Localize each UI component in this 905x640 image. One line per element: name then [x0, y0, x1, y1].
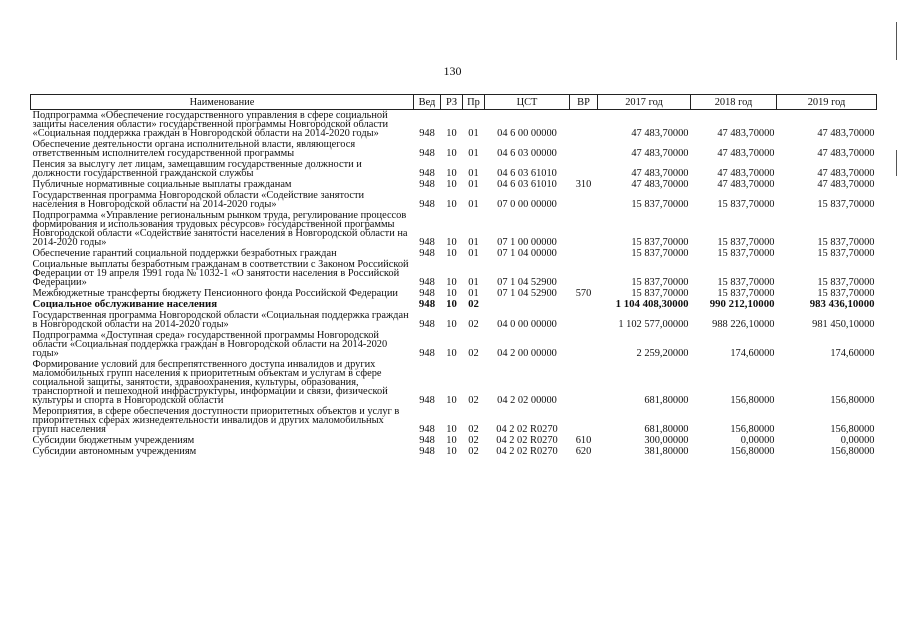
table-row: [31, 190, 877, 210]
row-rz: 10: [446, 179, 457, 190]
row-2018: 47 483,70000: [717, 148, 775, 159]
row-ved: 948: [419, 435, 435, 446]
table-row: [31, 259, 877, 288]
row-ved: 948: [419, 348, 435, 359]
row-ved: 948: [419, 128, 435, 139]
row-cst: [485, 299, 570, 310]
row-2018: 156,80000: [730, 446, 775, 457]
row-2019: 156,80000: [830, 395, 875, 406]
row-2017: 47 483,70000: [631, 179, 689, 190]
row-vr: [570, 248, 598, 259]
row-2018: 15 837,70000: [717, 237, 775, 248]
page-number: 130: [443, 64, 462, 78]
table-row: [31, 299, 877, 310]
row-cst: 04 0 00 00000: [497, 319, 557, 330]
row-ved: 948: [419, 395, 435, 406]
row-ved: 948: [419, 288, 435, 299]
table-row: [31, 446, 877, 457]
row-2018: 15 837,70000: [717, 199, 775, 210]
row-vr: [570, 406, 598, 435]
row-name: Формирование условий для беспрепятственного доступа инвалидов и других маломобильных групп населения к приоритетным объектам и услугам в сфере социальной защиты, занятости, здравоохранения, культуры, образования, транспортной и пешеходной инфраструктуры, информации и связи, физической культуры и спорта в Новгородской области: [32, 359, 388, 406]
row-name: Субсидии бюджетным учреждениям: [32, 435, 195, 446]
table-row: [31, 159, 877, 179]
header-cst: ЦСТ: [485, 95, 570, 110]
row-vr: [570, 159, 598, 179]
row-vr: [570, 139, 598, 159]
row-cst: 07 1 04 52900: [497, 288, 557, 299]
row-cst: 04 6 03 61010: [497, 168, 557, 179]
row-2018: 15 837,70000: [717, 277, 775, 288]
row-2019: 15 837,70000: [817, 288, 875, 299]
row-rz: 10: [446, 148, 457, 159]
row-vr: [570, 190, 598, 210]
row-pr: 02: [468, 446, 479, 457]
row-vr: [570, 330, 598, 359]
row-vr: [570, 299, 598, 310]
row-rz: 10: [446, 298, 457, 310]
row-pr: 01: [468, 148, 479, 159]
row-2019: 174,60000: [830, 348, 875, 359]
table-row: [31, 359, 877, 406]
row-ved: 948: [419, 446, 435, 457]
row-rz: 10: [446, 277, 457, 288]
row-2017: 300,00000: [644, 435, 689, 446]
row-pr: 02: [468, 348, 479, 359]
table-row: [31, 310, 877, 330]
table-row: [31, 210, 877, 248]
row-rz: 10: [446, 288, 457, 299]
row-pr: 02: [468, 395, 479, 406]
row-name: Социальные выплаты безработным гражданам в соответствии с Законом Российской Федерации от 19 апреля 1991 года № 1032-1 «О занятости населения в Российской Федерации»: [32, 259, 409, 288]
scan-edge-mark: [896, 150, 897, 176]
row-name: Социальное обслуживание населения: [32, 298, 218, 310]
row-2018: 988 226,10000: [712, 319, 775, 330]
row-2018: 47 483,70000: [717, 128, 775, 139]
row-2019: 15 837,70000: [817, 248, 875, 259]
row-2019: 981 450,10000: [812, 319, 875, 330]
row-pr: 01: [468, 277, 479, 288]
row-2019: 47 483,70000: [817, 168, 875, 179]
table-row: [31, 330, 877, 359]
row-name: Публичные нормативные социальные выплаты гражданам: [32, 179, 292, 190]
row-rz: 10: [446, 168, 457, 179]
row-rz: 10: [446, 424, 457, 435]
header-vr: ВР: [570, 95, 598, 110]
row-pr: 01: [468, 248, 479, 259]
row-2019: 15 837,70000: [817, 277, 875, 288]
row-cst: 04 2 00 00000: [497, 348, 557, 359]
row-2018: 15 837,70000: [717, 288, 775, 299]
row-ved: 948: [419, 237, 435, 248]
row-ved: 948: [419, 277, 435, 288]
row-2019: 47 483,70000: [817, 148, 875, 159]
budget-table: [30, 94, 877, 457]
row-cst: 07 0 00 00000: [497, 199, 557, 210]
row-name: Подпрограмма «Обеспечение государственного управления в сфере социальной защиты населения области» государственной программы Новгородской области «Социальная поддержка граждан в Новгородской области на 2014-2020 годы»: [32, 110, 389, 139]
row-name: Обеспечение гарантий социальной поддержки безработных граждан: [32, 248, 337, 259]
row-2018: 15 837,70000: [717, 248, 775, 259]
row-2019: 47 483,70000: [817, 128, 875, 139]
row-2017: 47 483,70000: [631, 128, 689, 139]
row-pr: 01: [468, 128, 479, 139]
row-2017: 15 837,70000: [631, 288, 689, 299]
row-2018: 0,00000: [740, 435, 775, 446]
row-ved: 948: [419, 424, 435, 435]
row-vr: [570, 310, 598, 330]
row-2017: 681,80000: [644, 395, 689, 406]
row-rz: 10: [446, 128, 457, 139]
row-2017: 47 483,70000: [631, 148, 689, 159]
row-2017: 2 259,20000: [636, 348, 689, 359]
row-2019: 15 837,70000: [817, 199, 875, 210]
row-2019: 47 483,70000: [817, 179, 875, 190]
row-name: Государственная программа Новгородской области «Социальная поддержка граждан в Новгородской области на 2014-2020 годы»: [32, 310, 409, 330]
table-body: [31, 110, 877, 458]
row-2017: 15 837,70000: [631, 199, 689, 210]
row-name: Подпрограмма «Доступная среда» государственной программы Новгородской области «Социальная поддержка граждан в Новгородской области на 2014-2020 годы»: [32, 330, 388, 359]
row-pr: 02: [468, 424, 479, 435]
row-rz: 10: [446, 248, 457, 259]
row-2018: 990 212,10000: [709, 298, 775, 310]
row-ved: 948: [419, 148, 435, 159]
row-cst: 07 1 04 00000: [497, 248, 557, 259]
row-pr: 01: [468, 199, 479, 210]
row-2017: 47 483,70000: [631, 168, 689, 179]
row-2018: 47 483,70000: [717, 168, 775, 179]
row-pr: 01: [468, 288, 479, 299]
row-ved: 948: [419, 319, 435, 330]
row-vr: [570, 359, 598, 406]
row-2017: 15 837,70000: [631, 277, 689, 288]
table-row: [31, 139, 877, 159]
row-2019: 156,80000: [830, 424, 875, 435]
row-cst: 04 6 03 61010: [497, 179, 557, 190]
row-2017: 1 102 577,00000: [618, 319, 689, 330]
row-2019: 156,80000: [830, 446, 875, 457]
row-vr: 570: [575, 288, 592, 299]
header-ved: Вед: [414, 95, 441, 110]
header-2017: 2017 год: [598, 95, 691, 110]
header-pr: Пр: [463, 95, 485, 110]
row-pr: 02: [468, 298, 479, 310]
table-row: [31, 435, 877, 446]
row-2019: 15 837,70000: [817, 237, 875, 248]
row-rz: 10: [446, 237, 457, 248]
row-pr: 02: [468, 435, 479, 446]
row-cst: 04 6 03 00000: [497, 148, 557, 159]
row-cst: 04 2 02 00000: [497, 395, 557, 406]
row-rz: 10: [446, 435, 457, 446]
row-ved: 948: [418, 298, 436, 310]
row-2017: 1 104 408,30000: [615, 298, 689, 310]
row-name: Субсидии автономным учреждениям: [32, 446, 197, 457]
header-name: Наименование: [31, 95, 414, 110]
row-rz: 10: [446, 199, 457, 210]
row-ved: 948: [419, 179, 435, 190]
table-row: [31, 179, 877, 190]
row-cst: 04 2 02 R0270: [496, 435, 558, 446]
row-cst: 07 1 00 00000: [497, 237, 557, 248]
row-ved: 948: [419, 168, 435, 179]
row-vr: 610: [575, 435, 592, 446]
row-ved: 948: [419, 248, 435, 259]
header-2019: 2019 год: [777, 95, 877, 110]
row-vr: [570, 110, 598, 140]
header-2018: 2018 год: [691, 95, 777, 110]
row-pr: 01: [468, 237, 479, 248]
row-name: Межбюджетные трансферты бюджету Пенсионного фонда Российской Федерации: [32, 288, 398, 299]
row-2019: 983 436,10000: [809, 298, 875, 310]
row-2018: 156,80000: [730, 424, 775, 435]
table-row: [31, 406, 877, 435]
row-2017: 381,80000: [644, 446, 689, 457]
table-row: [31, 248, 877, 259]
header-rz: РЗ: [441, 95, 463, 110]
row-cst: 04 6 00 00000: [497, 128, 557, 139]
table-header-row: [31, 95, 877, 110]
row-vr: [570, 210, 598, 248]
row-rz: 10: [446, 395, 457, 406]
row-2017: 15 837,70000: [631, 248, 689, 259]
row-name: Государственная программа Новгородской области «Содействие занятости населения в Новгородской области на 2014-2020 годы»: [32, 190, 365, 210]
row-ved: 948: [419, 199, 435, 210]
row-name: Подпрограмма «Управление региональным рынком труда, регулирование процессов формирования и использования трудовых ресурсов» государственной программы Новгородской области «Содействие занятости населения в Новгородской области на 2014-2020 годы»: [32, 210, 408, 248]
row-2018: 47 483,70000: [717, 179, 775, 190]
row-vr: 620: [575, 446, 592, 457]
row-pr: 02: [468, 319, 479, 330]
row-name: Обеспечение деятельности органа исполнительной власти, являющегося ответственным исполнителем государственной программы: [32, 139, 356, 159]
row-rz: 10: [446, 446, 457, 457]
row-cst: 04 2 02 R0270: [496, 446, 558, 457]
row-name: Пенсия за выслугу лет лицам, замещавшим государственные должности и должности государственной гражданской службы: [32, 159, 362, 179]
row-vr: [570, 259, 598, 288]
row-cst: 04 2 02 R0270: [496, 424, 558, 435]
row-rz: 10: [446, 348, 457, 359]
row-pr: 01: [468, 168, 479, 179]
scan-edge-mark: [896, 22, 897, 60]
table-row: [31, 110, 877, 140]
row-name: Мероприятия, в сфере обеспечения доступности приоритетных объектов и услуг в приоритетных сферах жизнедеятельности инвалидов и других маломобильных групп населения: [32, 406, 400, 435]
row-vr: 310: [575, 179, 592, 190]
row-pr: 01: [468, 179, 479, 190]
row-2018: 156,80000: [730, 395, 775, 406]
row-2019: 0,00000: [840, 435, 875, 446]
row-2017: 15 837,70000: [631, 237, 689, 248]
row-2017: 681,80000: [644, 424, 689, 435]
row-cst: 07 1 04 52900: [497, 277, 557, 288]
row-2018: 174,60000: [730, 348, 775, 359]
row-rz: 10: [446, 319, 457, 330]
